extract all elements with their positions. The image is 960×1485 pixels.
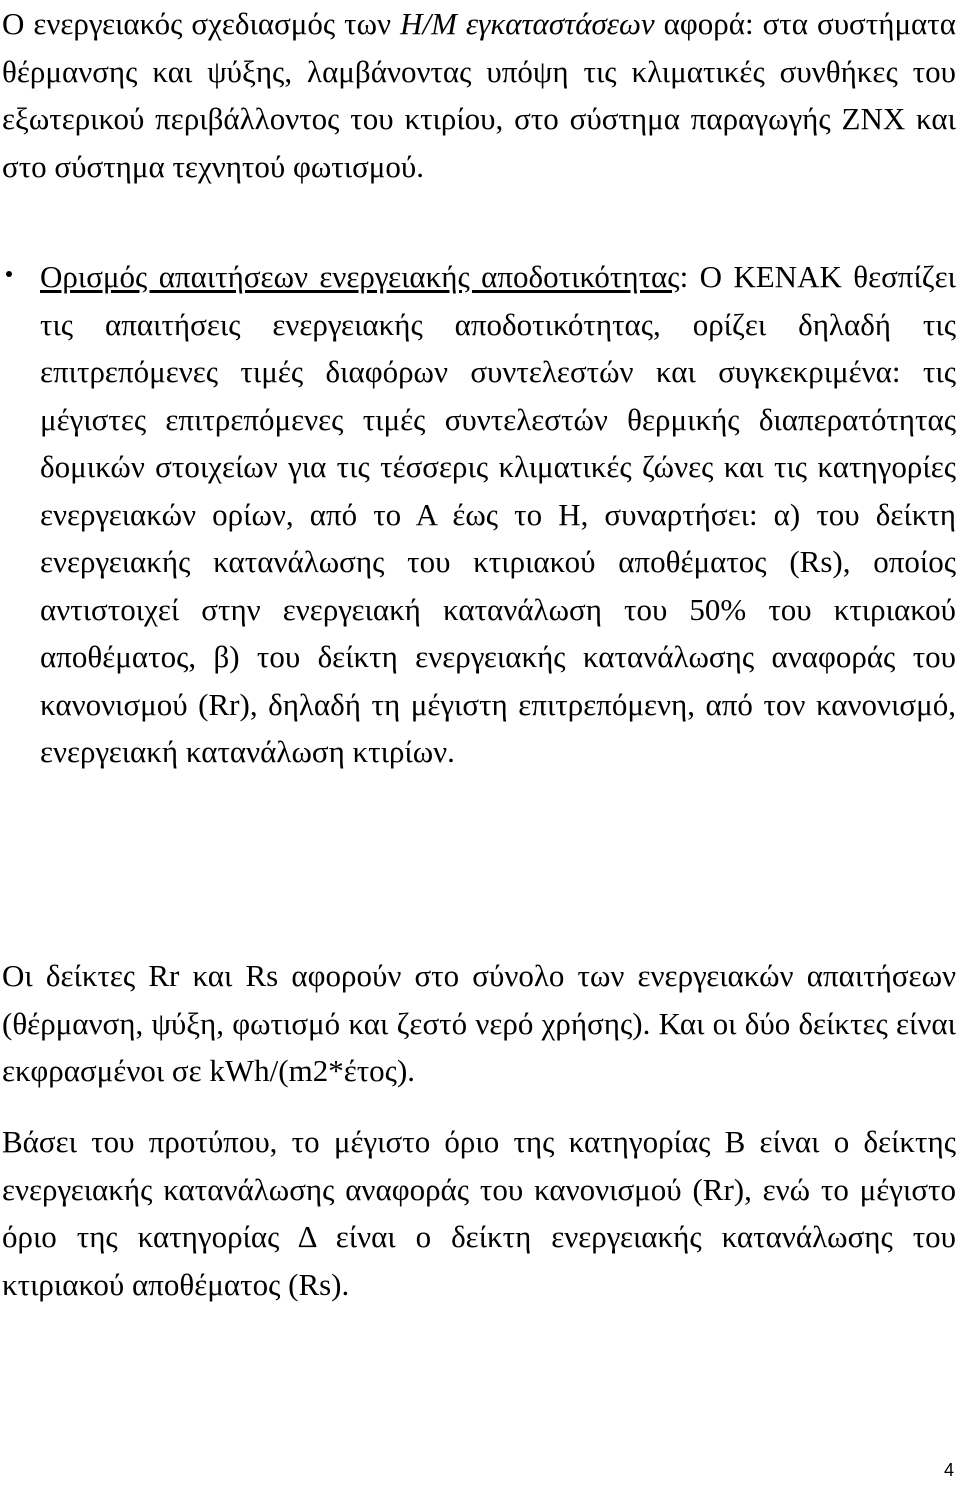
bullet-body: Ο ΚΕΝΑΚ θεσπίζει τις απαιτήσεις ενεργειακής αποδοτικότητας, ορίζει δηλαδή τις επιτρεπόμενες τιμές διαφόρων συντελεστών και συγκεκριμένα: τις μέγιστες επιτρεπόμενες τιμές συντελεστών θερμικής διαπερατότητας δομικών στοιχείων για τις τέσσερις κλιματικές ζώνες και τις κατηγορίες ενεργειακών ορίων, από το Α έως το Η, συναρτήσει: α) του δείκτη ενεργειακής κατανάλωσης του κτιριακού αποθέματος (Rs), οποίος αντιστοιχεί στην ενεργειακή κατανάλωση του 50% του κτιριακού αποθέματος, β) του δείκτη ενεργειακής κατανάλωσης αναφοράς του κανονισμού (Rr), δηλαδή τη μέγιστη επιτρεπόμενη, από τον κανονισμό, ενεργειακή κατανάλωση κτιρίων.	[40, 259, 956, 769]
intro-italic-term: Η/Μ εγκαταστάσεων	[400, 6, 655, 41]
bullet-paragraph	[40, 253, 956, 776]
classes-paragraph: Βάσει του προτύπου, το μέγιστο όριο της κατηγορίας Β είναι ο δείκτης ενεργειακής κατανάλωσης αναφοράς του κανονισμού (Rr), ενώ το μέγιστο όριο της κατηγορίας Δ είναι ο δείκτη ενεργειακής κατανάλωσης του κτιριακού αποθέματος (Rs).	[2, 1124, 956, 1302]
intro-paragraph	[2, 0, 956, 190]
intro-text-after: αφορά: στα συστήματα θέρμανσης και ψύξης, λαμβάνοντας υπόψη τις κλιματικές συνθήκες του εξωτερικού περιβάλλοντος του κτιρίου, στο σύστημα παραγωγής ΖΝΧ και στο σύστημα τεχνητού φωτισμού.	[2, 6, 957, 184]
bullet-heading: Ορισμός απαιτήσεων ενεργειακής αποδοτικότητας	[40, 259, 680, 294]
page-number: 4	[943, 1460, 954, 1480]
intro-text-before: Ο ενεργειακός σχεδιασμός των	[2, 6, 401, 41]
bullet-icon	[6, 271, 12, 277]
indices-paragraph: Οι δείκτες Rr και Rs αφορούν στο σύνολο των ενεργειακών απαιτήσεων (θέρμανση, ψύξη, φωτισμό και ζεστό νερό χρήσης). Και οι δύο δείκτες είναι εκφρασμένοι σε kWh/(m2*έτος).	[2, 958, 956, 1088]
bullet-heading-colon: :	[679, 259, 689, 294]
